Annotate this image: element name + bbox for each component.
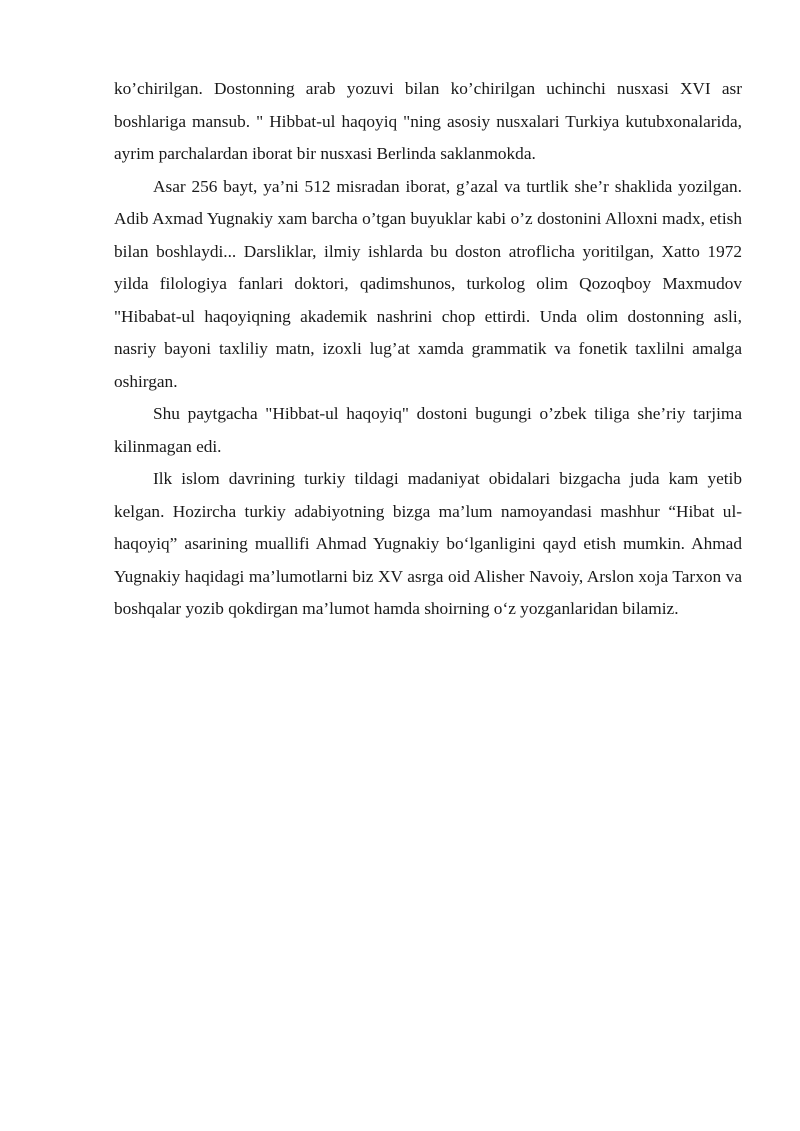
paragraph-early-islamic-monuments: Ilk islom davrining turkiy tildagi madaniyat obidalari bizgacha juda kam yetib kelgan. Hozircha turkiy adabiyotning bizga ma’lum namoyandasi mashhur “Hibat ul-haqoyiq” asarining muallifi Ahmad Yugnakiy bo‘lganligini qayd etish mumkin. Ahmad Yugnakiy haqidagi ma’lumotlarni biz XV asrga oid Alisher Navoiy, Arslon xoja Tarxon va boshqalar yozib qokdirgan ma’lumot hamda shoirning o‘z yozganlaridan bilamiz. <box>114 469 742 618</box>
paragraph-continuation: ko’chirilgan. Dostonning arab yozuvi bilan ko’chirilgan uchinchi nusxasi XVI asr boshlariga mansub. " Hibbat-ul haqoyiq "ning asosiy nusxalari Turkiya kutubxonalarida, ayrim parchalardan iborat bir nusxasi Berlinda saklanmokda. <box>114 79 742 163</box>
document-body <box>114 73 742 626</box>
paragraph-translation-note: Shu paytgacha "Hibbat-ul haqoyiq" dostoni bugungi o’zbek tiliga she’riy tarjima kilinmagan edi. <box>114 404 742 456</box>
paragraph-asar-description: Asar 256 bayt, ya’ni 512 misradan iborat, g’azal va turtlik she’r shaklida yozilgan. Adib Axmad Yugnakiy xam barcha o’tgan buyuklar kabi o’z dostonini Alloxni madx, etish bilan boshlaydi... Darsliklar, ilmiy ishlarda bu doston atroflicha yoritilgan, Xatto 1972 yilda filologiya fanlari doktori, qadimshunos, turkolog olim Qozoqboy Maxmudov "Hibabat-ul haqoyiqning akademik nashrini chop ettirdi. Unda olim dostonning asli, nasriy bayoni taxliliy matn, izoxli lug’at xamda grammatik va fonetik taxlilni amalga oshirgan. <box>114 176 742 391</box>
